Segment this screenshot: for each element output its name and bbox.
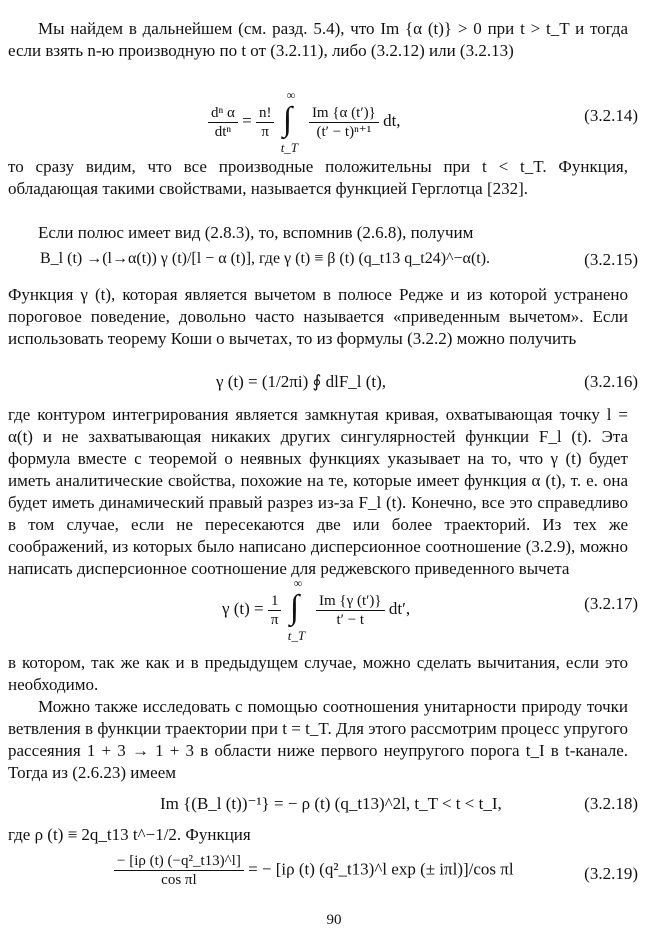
paragraph-7: Можно также исследовать с помощью соотношения унитарности природу точки ветвления в функции траектории при t = t_T. Для этого рассмотрим процесс упругого рассеяния 1 + 3 → 1 + 3 в области ниже первого неупругого порога t_I в t-канале. Тогда из (2.6.23) имеем <box>8 697 628 782</box>
paragraph-4: Функция γ (t), которая является вычетом в полюсе Редже и из которой устранено пороговое поведение, довольно часто называется «приведенным вычетом». Если использовать теорему Коши о вычетах, то из формулы (3.2.2) можно получить <box>8 285 628 348</box>
page-number: 90 <box>326 912 342 928</box>
equation-number: (3.2.15) <box>584 250 638 269</box>
eq19-fraction: $\frac{\text{− [iρ (t) (−q²\_t13)\textasciicircum{}l]}}{\text{cos πl}}$ <box>114 852 244 889</box>
equation-3-2-17: γ (t) = $\frac{1}{\pi}$ ∞ ∫ t_T $\frac{Im \{\gamma (t')\}}{t' - t}$ dt′, (3.2.17) <box>222 576 638 643</box>
equation-3-2-16: γ (t) = (1/2πi) ∮ dlF_l (t), (3.2.16) <box>216 372 638 391</box>
paragraph-6: в котором, так же как и в предыдущем случае, можно сделать вычитания, если это необходимо. <box>8 653 628 694</box>
integral-sign: ∞ ∫ t_T <box>280 88 299 155</box>
eq14-integrand-fraction: $\frac{Im \{\alpha (t')\}}{\text{(t′ − t)ⁿ⁺¹}}$ <box>309 104 379 141</box>
paragraph-3: Если полюс имеет вид (2.8.3), то, вспомнив (2.6.8), получим <box>38 223 474 242</box>
paragraph-8: где ρ (t) ≡ 2q_t13 t^−1/2. Функция <box>8 825 251 844</box>
eq17-coef-fraction: $\frac{1}{\pi}$ <box>268 592 282 629</box>
eq14-coef-fraction: $\frac{n!}{\pi}$ <box>256 104 275 141</box>
equation-number: (3.2.16) <box>584 372 638 391</box>
paragraph-2: то сразу видим, что все производные положительны при t < t_T. Функция, обладающая такими свойствами, называется функцией Герглотца [232]. <box>8 157 628 198</box>
eq14-lhs-fraction: $\frac{\text{dⁿ α}}{\text{dtⁿ}}$ <box>208 104 238 141</box>
equation-number: (3.2.14) <box>584 106 638 125</box>
eq17-integrand-fraction: $\frac{Im \{\gamma (t')\}}{t' - t}$ <box>316 592 385 629</box>
paragraph-1: Мы найдем в дальнейшем (см. разд. 5.4), что Im {α (t)} > 0 при t > t_T и тогда если взять n-ю производную по t от (3.2.11), либо (3.2.12) или (3.2.13) <box>8 19 628 60</box>
equation-number: (3.2.19) <box>584 864 638 883</box>
integral-sign: ∞ ∫ t_T <box>287 576 306 643</box>
paragraph-5: где контуром интегрирования является замкнутая кривая, охватывающая точку l = α(t) и не захватывающая никаких других сингулярностей функции F_l (t). Эта формула вместе с теоремой о неявных функциях указывает на то, что γ (t) будет иметь аналитические свойства, похожие на те, которые имеет функция α (t), т. е. она будет иметь динамический правый разрез из-за F_l (t). Конечно, все это справедливо в том случае, если не пересекаются две или более траекторий. Из тех же соображений, из которых было написано дисперсионное соотношение (3.2.9), можно написать дисперсионное соотношение для реджевского приведенного вычета <box>8 405 628 578</box>
equation-3-2-14: $\frac{\text{dⁿ α}}{\text{dtⁿ}}$ = $\frac{n!}{\pi}$ ∞ ∫ t_T $\frac{Im \{\alpha (t')\}}{\text{(t′ − t)ⁿ⁺¹}}$ dt, (3.2.14) <box>0 92 668 152</box>
equation-3-2-15: B_l (t) →(l→α(t)) γ (t)/[l − α (t)], где γ (t) ≡ β (t) (q_t13 q_t24)^−α(t). (3.2.15) <box>40 250 638 269</box>
equation-3-2-19: $\frac{\text{− [iρ (t) (−q²\_t13)\textasciicircum{}l]}}{\text{cos πl}}$ = − [iρ (t) (q²_t13)^l exp (± iπl)]/cos πl (3.2.19) <box>0 850 668 900</box>
equation-3-2-18: Im {(B_l (t))⁻¹} = − ρ (t) (q_t13)^2l, t_T < t < t_I, (3.2.18) <box>160 794 638 813</box>
equation-number: (3.2.17) <box>584 594 638 613</box>
equation-number: (3.2.18) <box>584 794 638 813</box>
